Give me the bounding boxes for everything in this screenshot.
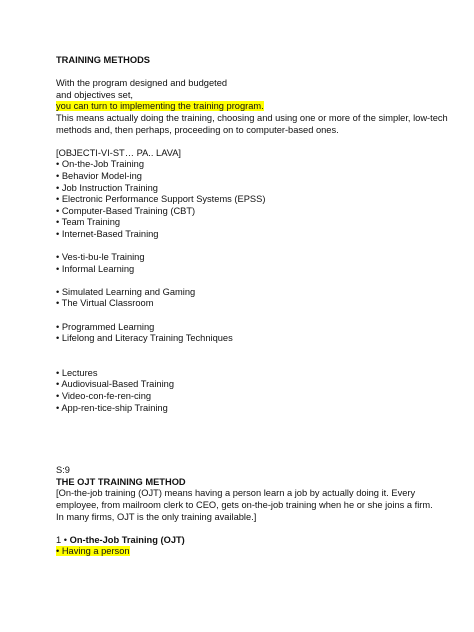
bullet-group-5 [56,368,436,414]
list-item: • Programmed Learning [56,321,155,332]
intro-line-2: and objectives set, [56,89,134,100]
list-item: • On-the-Job Training [56,159,145,170]
intro-line-1: With the program designed and budgeted [56,78,228,89]
list-item: • Internet-Based Training [56,228,159,239]
document-title: TRAINING METHODS [56,55,150,65]
bullet-group-3 [56,287,436,310]
list-item: • Behavior Model-ing [56,170,142,181]
list-item: • Team Training [56,217,121,228]
ojt-paragraph: [On-the-job training (OJT) means having a person learn a job by actually doing it. Every employee, from mailroom clerk to CEO, gets on-the-job training when he or she joins a firm. In many firms, OJT is the only training available.] [56,488,433,522]
list-item: • Informal Learning [56,263,135,274]
list-item: • Electronic Performance Support Systems (EPSS) [56,194,266,205]
ojt-item [56,535,436,547]
group-heading: [OBJECTI-VI-ST… PA.. LAVA] [56,147,182,158]
bullet-group-4 [56,322,436,345]
list-item: • Simulated Learning and Gaming [56,286,196,297]
list-item: • Ves-ti-bu-le Training [56,252,145,263]
list-item: • The Virtual Classroom [56,298,154,309]
list-item: • Lifelong and Literacy Training Techniques [56,333,233,344]
list-item: • Video-con-fe-ren-cing [56,391,152,402]
list-item: • Audiovisual-Based Training [56,379,174,390]
ojt-bullet-text: Having a person [61,546,130,557]
ojt-bullet-highlight [56,546,130,556]
list-item: • Lectures [56,367,98,378]
list-item: • App-ren-tice-ship Training [56,402,168,413]
slide-number: S:9 [56,465,70,476]
ojt-bullet-line [56,546,436,558]
ojt-bullet-marker: • [56,546,62,557]
intro-line-4: This means actually doing the training, choosing and using one or more of the simpler, low-tech [56,112,448,123]
ojt-title: THE OJT TRAINING METHOD [56,476,186,487]
document-body [56,55,448,558]
intro-line-5: methods and, then perhaps, proceeding on to computer-based ones. [56,124,339,135]
bullet-group-2 [56,252,436,275]
bullet-group-1 [56,159,436,240]
ojt-item-prefix: 1 • [56,534,70,545]
list-item: • Job Instruction Training [56,182,158,193]
ojt-item-label: On-the-Job Training (OJT) [69,534,185,545]
intro-highlight: you can turn to implementing the training program. [56,101,264,112]
list-item: • Computer-Based Training (CBT) [56,205,196,216]
